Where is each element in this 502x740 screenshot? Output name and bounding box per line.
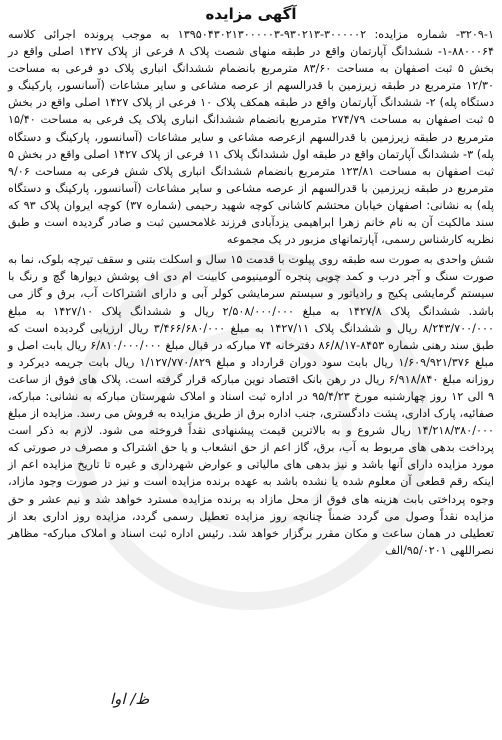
- handwritten-signature: ظ/ اوا: [110, 690, 150, 708]
- notice-paragraph-2: شش واحدی به صورت سه طبقه روی پیلوت با قدمت ۱۵ سال و اسکلت بتنی و سقف تیرچه بلوک، نما به صورت سنگ و آجر درب و کمد چوبی پنجره آلومینیومی کابینت ام دی اف پوشش دیوارها گچ و رنگ با سیستم گرمایشی پکیج و رادیاتور و سیستم سرمایشی کولر آبی و دارای اشتراکات آب، برق و گاز می باشد. ششدانگ پلاک ۱۴۲۷/۸ به مبلغ ۲/۵۰۸/۰۰۰/۰۰۰ ریال و ششدانگ پلاک ۱۴۲۷/۱۰ به مبلغ ۸/۲۴۳/۷۰۰/۰۰۰ ریال و ششدانگ پلاک ۱۴۲۷/۱۱ به مبلغ ۳/۴۶۶/۶۸۰/۰۰۰ ریال ارزیابی گردیده است که طبق سند رهنی شماره ۸۴۵۳-۸۶/۸/۱۷ دفترخانه ۷۴ مبارکه در قبال مبلغ ۶/۸۱۰/۰۰۰/۰۰۰ ریال بابت اصل و مبلغ ۱/۶۰۹/۹۲۱/۳۷۶ ریال بابت سود دوران قرارداد و مبلغ ۱/۱۲۷/۷۷۰/۸۲۹ ریال بابت جریمه دیرکرد و روزانه مبلغ ۶/۹۱۸/۸۴۰ ریال در رهن بانک اقتصاد نوین مبارکه قرار گرفته است. پلاک های فوق از ساعت ۹ الی ۱۲ روز چهارشنبه مورخ ۹۵/۴/۲۳ در اداره ثبت اسناد و املاک شهرستان مبارکه به نشانی: مبارکه، صفائیه، پارک اداری، پشت دادگستری، جنب اداره برق از طریق مزایده به فروش می رسد. مزایده از مبلغ ۱۴/۲۱۸/۳۸۰/۰۰۰ ریال شروع و به بالاترین قیمت پیشنهادی نقداً فروخته می شود. لازم به ذکر است پرداخت بدهی های مربوط به آب، برق، گاز اعم از حق انشعاب و یا حق اشتراک و مصرف در صورتی که مورد مزایده دارای آنها باشد و نیز بدهی های مالیاتی و عوارض شهرداری و غیره تا تاریخ مزایده اعم از اینکه رقم قطعی آن معلوم شده یا نشده باشد به عهده برنده مزایده است و نیز در صورت وجود مازاد، وجوه پرداختی بابت هزینه های فوق از محل مازاد به برنده مزایده مسترد خواهد شد و نیم عشر و حق مزایده نقداً وصول می گردد ضمناً چنانچه روز مزایده تعطیل رسمی گردد، مزایده روز اداری بعد از تعطیلی در همان ساعت و مکان مقرر برگزار خواهد شد. رئیس اداره ثبت اسناد و املاک مبارکه- مظاهر نصراللهی ۹۵/۰۲۰۱/الف: [8, 253, 494, 557]
- notice-title: آگهی مزایده: [205, 5, 297, 23]
- notice-paragraph-1: ۳۲۰۹-۱- شماره مزایده: ۳۰۰۰۰۰۲-۹۳۰۲۱۳-۱۳۹۵۰۴۳۰۲۱۳۰۰۰۰۰۳ به موجب پرونده اجرائی کلاسه ۸۸۰۰۰۶۴-۱- ششدانگ آپارتمان واقع در طبقه منهای شصت پلاک ۸ فرعی از پلاک ۱۴۲۷ اصلی واقع در بخش ۵ ثبت اصفهان به مساحت ۸۳/۶۰ مترمربع بانضمام ششدانگ انباری پلاک دو فرعی به مساحت ۱۲/۳۰ مترمربع در طبقه زیرزمین با قدرالسهم از عرصه مشاعی و سایر مشاعات (آسانسور، پارکینگ و دستگاه پله) ۲- ششدانگ آپارتمان واقع در طبقه همکف پلاک ۱۰ فرعی از پلاک ۱۴۲۷ اصلی واقع در بخش ۵ ثبت اصفهان به مساحت ۲۷۴/۷۹ مترمربع بانضمام ششدانگ انباری پلاک یک فرعی به مساحت ۱۵/۴۰ مترمربع در طبقه زیرزمین با قدرالسهم ازعرصه مشاعی و سایر مشاعات (آسانسور، پارکینگ و دستگاه پله) ۳- ششدانگ آپارتمان واقع در طبقه اول ششدانگ پلاک ۱۱ فرعی از پلاک ۱۴۲۷ اصلی واقع در بخش ۵ ثبت اصفهان به مساحت ۱۲۳/۸۱ مترمربع بانضمام ششدانگ انباری پلاک شش فرعی به مساحت ۹/۰۶ مترمربع در طبقه زیرزمین با قدرالسهم از عرصه مشاعی و سایر مشاعات (آسانسور، پارکینگ و دستگاه پله) به نشانی: اصفهان خیابان محتشم کاشانی کوچه شهید رحیمی (شماره ۳۷) کوچه ایروان پلاک ۹۳ که سند مالکیت آن به نام خانم زهرا ابراهیمی یزدآبادی فرزند غلامحسین ثبت و صادر گردیده است و طبق نظریه کارشناس رسمی، آپارتمانهای مزبور در یک مجموعه: [8, 28, 495, 247]
